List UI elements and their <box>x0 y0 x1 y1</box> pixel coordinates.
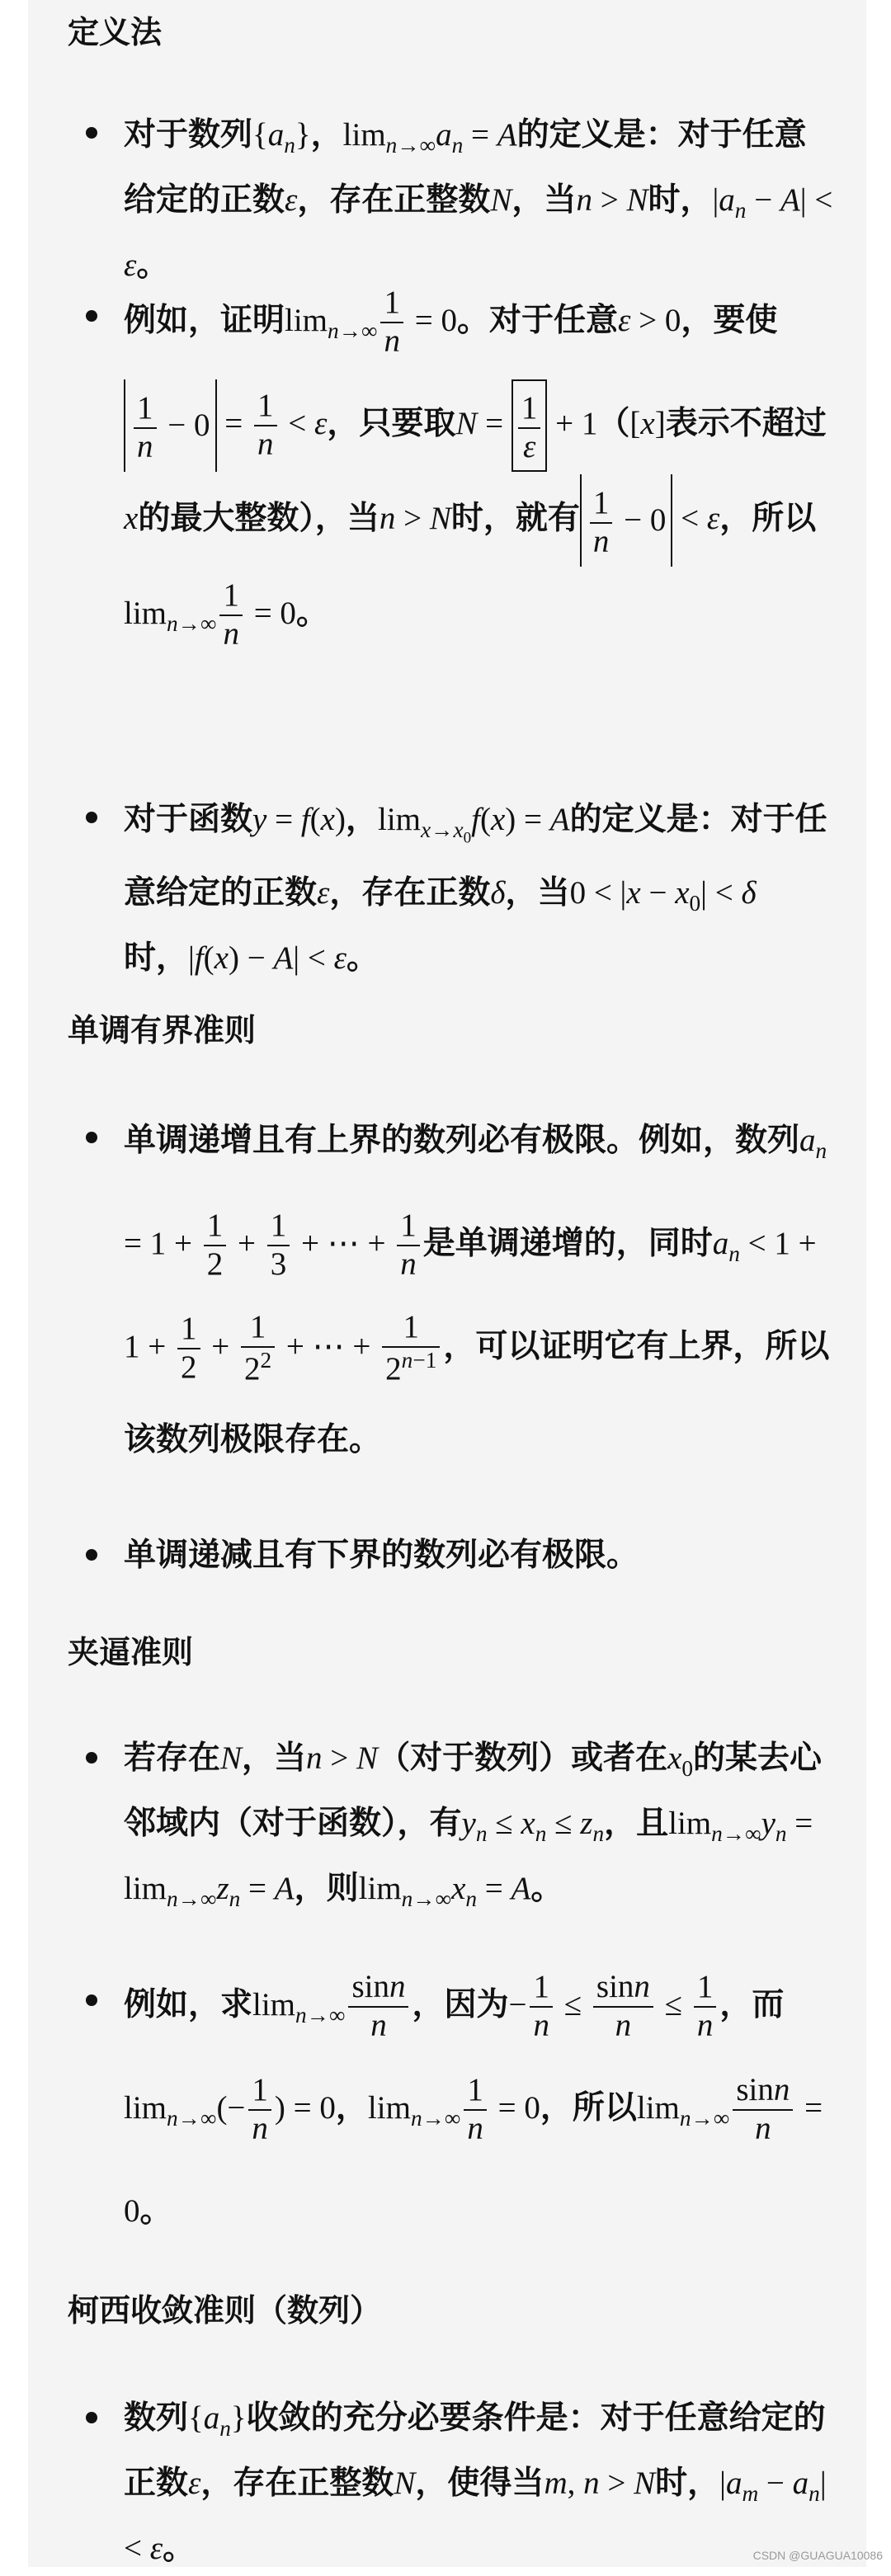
item-text: 对于数列 <box>124 115 253 153</box>
math-inline: $|a_n - A| < \varepsilon$ <box>124 181 833 283</box>
math-abs: $\frac{1}{n}$ − 0 <box>580 474 673 567</box>
item-text: （ <box>597 403 630 442</box>
item-text: ，因为 <box>412 1985 509 2023</box>
item-text: 。 <box>136 245 169 284</box>
item-text: 例如，证明 <box>124 301 285 339</box>
item-text: ，而 <box>719 1985 785 2023</box>
math-floor: $\frac{1}{\varepsilon}$ <box>512 379 548 472</box>
math-inline: $\lim_{n\to\infty}$ <box>252 1987 346 2027</box>
math-inline: ε > 0 <box>617 303 681 338</box>
item-text: 对于函数 <box>124 800 253 838</box>
item-text: 。 <box>163 2528 196 2567</box>
item-text: ， <box>335 2088 368 2126</box>
list-item-definition-function <box>124 792 833 986</box>
math-fraction: $\frac{1}{n}$ <box>530 1969 553 2045</box>
math-inline: $\lim_{n\to\infty}a_n = A$ <box>342 117 517 158</box>
bullet <box>86 1994 97 2006</box>
item-text: 的最大整数），当 <box>138 498 380 537</box>
math-inline: $\lim_{n\to\infty}$ <box>367 2089 461 2131</box>
item-text: ，使得当 <box>415 2463 544 2502</box>
math-fraction: $\frac{1}{2}$ <box>204 1208 227 1283</box>
bullet <box>86 812 97 823</box>
item-text: 收敛的充分必要条件是：对于任意给定的正数 <box>124 2399 826 2502</box>
list-item-monotone-decreasing <box>124 1528 833 1582</box>
math-inline: n > N <box>306 1740 379 1776</box>
math-inline: N = <box>455 405 512 441</box>
math-inline: = 0 <box>406 303 457 338</box>
section-heading-definition: 定义法 <box>68 13 163 50</box>
math-inline: [x] <box>629 405 666 441</box>
math-inline: $\lim_{n\to\infty}x_n = A$ <box>358 1870 531 1911</box>
item-text: ，所以 <box>719 498 817 537</box>
math-inline: N <box>220 1740 243 1776</box>
math-inline: m, n > N <box>544 2465 656 2501</box>
item-text: （对于数列）或者在 <box>378 1739 668 1777</box>
math-fraction: $\frac{1}{2^{n-1}}$ <box>382 1309 440 1388</box>
item-text: 时， <box>648 180 713 219</box>
math-abs: $\frac{1}{n}$ − 0 <box>124 379 217 472</box>
math-fraction: $\frac{1}{n}$ <box>694 1969 717 2045</box>
item-text: 是单调递增的，同时 <box>422 1223 713 1262</box>
math-inline: + 1 <box>547 405 598 441</box>
item-text: ，当 <box>512 180 577 219</box>
math-fraction: $\frac{1}{n}$ <box>380 285 403 360</box>
math-inline: < ε <box>672 500 720 536</box>
math-inline: $\lim_{n\to\infty}$ <box>636 2089 730 2131</box>
math-inline: $\lim_{n\to\infty}$ <box>124 595 217 636</box>
math-inline: $\lim_{n\to\infty}y_n = \lim_{n\to\infty}z_n = A$ <box>124 1805 813 1911</box>
item-text: ，则 <box>294 1868 359 1907</box>
item-text: ，当 <box>505 874 570 912</box>
math-fraction: $\frac{1}{n}$ <box>248 2072 271 2148</box>
item-text: ， <box>310 115 343 153</box>
item-text: 时，就有 <box>450 498 580 537</box>
math-inline: x <box>124 500 139 536</box>
math-fraction: $\frac{1}{n}$ <box>219 577 243 653</box>
item-text: 时， <box>655 2463 720 2502</box>
math-inline: ε <box>188 2465 201 2501</box>
item-text: ，只要取 <box>327 403 456 442</box>
list-item-definition-sequence <box>124 107 833 293</box>
item-text: ，所以 <box>540 2088 637 2126</box>
bullet <box>86 1752 97 1764</box>
item-text: ，当 <box>242 1739 307 1777</box>
math-inline: $x_0$ <box>667 1740 694 1781</box>
section-heading-cauchy: 柯西收敛准则（数列） <box>68 2291 382 2329</box>
bullet <box>86 127 97 139</box>
item-text: 单调递增且有上界的数列必有极限 <box>124 1121 607 1159</box>
list-item-cauchy <box>124 2390 833 2576</box>
section-heading-squeeze: 夹逼准则 <box>68 1633 194 1670</box>
bullet <box>86 310 97 322</box>
item-text: 。 <box>349 1420 382 1458</box>
math-fraction: $\frac{1}{2^2}$ <box>241 1309 275 1388</box>
item-text: 。对于任意 <box>456 301 618 339</box>
item-text: 例如，求 <box>124 1985 253 2023</box>
math-inline: $0 < |x - x_0| < \delta$ <box>569 875 757 916</box>
item-text: 表示不超过 <box>665 403 827 442</box>
item-text: ，存在正数 <box>329 874 491 912</box>
math-inline: ε <box>317 875 330 911</box>
math-inline: $y_n \le x_n \le z_n$ <box>461 1805 605 1846</box>
math-inline: = 0 <box>245 595 296 631</box>
math-inline: = <box>216 405 251 441</box>
bullet <box>86 1549 97 1561</box>
math-inline: $\{a_n\}$ <box>252 117 311 158</box>
math-inline: < ε <box>280 405 328 441</box>
item-text: 时， <box>124 939 189 977</box>
item-text: ，可以证明它有上界，所以该数列极限存在 <box>124 1326 830 1458</box>
math-inline: n > N <box>576 181 648 218</box>
item-text: 的定义是：对于任意给定的正数 <box>124 115 807 219</box>
math-inline: $a_n < 1 + 1$ + <box>124 1225 817 1364</box>
math-fraction: $\frac{\sin n}{n}$ <box>348 1969 408 2045</box>
item-text: 。 <box>139 2191 172 2230</box>
math-inline: n > N <box>379 500 451 536</box>
item-text: 的某去心邻域内（对于函数），有 <box>124 1739 823 1842</box>
math-inline: $\lim_{x\to x_0}f(x) = A$ <box>378 802 570 847</box>
math-inline: y = f(x) <box>252 802 346 837</box>
item-text: ，且 <box>604 1803 669 1842</box>
math-fraction: $\frac{1}{n}$ <box>254 388 277 464</box>
list-item-squeeze-statement <box>124 1731 833 1925</box>
math-inline: $\{a_n\}$ <box>188 2400 247 2441</box>
item-text: 。 <box>606 1536 639 1574</box>
math-inline: $|a_m - a_n| < \varepsilon$ <box>124 2465 827 2566</box>
math-fraction: $\frac{1}{n}$ <box>464 2072 487 2148</box>
math-fraction: $\frac{\sin n}{n}$ <box>733 2072 793 2148</box>
item-text: 的定义是：对于任意给定的正数 <box>124 800 827 912</box>
item-text: ， <box>345 800 378 838</box>
math-inline: N <box>394 2465 416 2501</box>
section-heading-monotone: 单调有界准则 <box>68 1011 257 1048</box>
item-text: 。例如，数列 <box>606 1121 800 1159</box>
list-item-definition-example <box>124 274 833 670</box>
list-item-squeeze-example: 例如，求$\lim_{n\to\infty}$ $\frac{\sin n}{n}$ ，因为− $\frac{1}{n}$ ≤ $\frac{\sin n}{n}$ ≤ $\frac{1}{n}$ ，而$\lim_{n\to\infty}(-$ $\frac{1}{n}$ ) = 0，$\lim_{n\to\infty}$ $\frac{1}{n}$ = 0，所以$\lim_{n\to\infty}$ $\frac{\sin n}{n}$ = 0。 <box>124 1969 823 2230</box>
watermark: CSDN @GUAGUA10086 <box>752 2549 883 2562</box>
math-fraction: $\frac{1}{2}$ <box>177 1311 200 1387</box>
item-text: 单调递减且有下界的数列必有极限 <box>124 1536 607 1574</box>
item-text: ，要使 <box>681 301 778 339</box>
bullet <box>86 1132 97 1143</box>
item-text: 。 <box>530 1868 563 1907</box>
math-inline: $\lim_{n\to\infty}(-$ <box>124 2089 246 2131</box>
item-text: 。 <box>295 593 328 632</box>
math-inline: N <box>490 181 512 218</box>
list-item-monotone-increasing: 单调递增且有上界的数列必有极限。例如，数列$a_n = 1$ + $\frac{1}{2}$ + $\frac{1}{3}$ + ⋯ + $\frac{1}{n}$ 是单调递增的，同时$a_n < 1 + 1$ + $\frac{1}{2}$ + $\frac{1}{2^2}$ + ⋯ + $\frac{1}{2^{n-1}}$ ，可以证明它有上界，所以该数列极限存在。 <box>124 1121 830 1458</box>
math-inline: ε <box>285 181 298 218</box>
math-fraction: $\frac{\sin n}{n}$ <box>593 1969 653 2045</box>
item-text: ，存在正整数 <box>297 180 491 219</box>
bullet <box>86 2412 97 2423</box>
math-inline: δ <box>490 875 506 911</box>
item-text: 数列 <box>124 2399 189 2437</box>
math-fraction: $\frac{1}{3}$ <box>267 1208 290 1283</box>
math-fraction: $\frac{1}{n}$ <box>397 1208 420 1283</box>
math-inline: |f(x) − A| < ε <box>188 940 346 977</box>
math-inline: $a_n = 1$ + <box>124 1123 827 1261</box>
item-text: 。 <box>346 939 379 977</box>
item-text: ，存在正整数 <box>200 2463 394 2502</box>
item-text: 若存在 <box>124 1739 221 1777</box>
math-inline: $\lim_{n\to\infty}$ <box>285 303 378 343</box>
